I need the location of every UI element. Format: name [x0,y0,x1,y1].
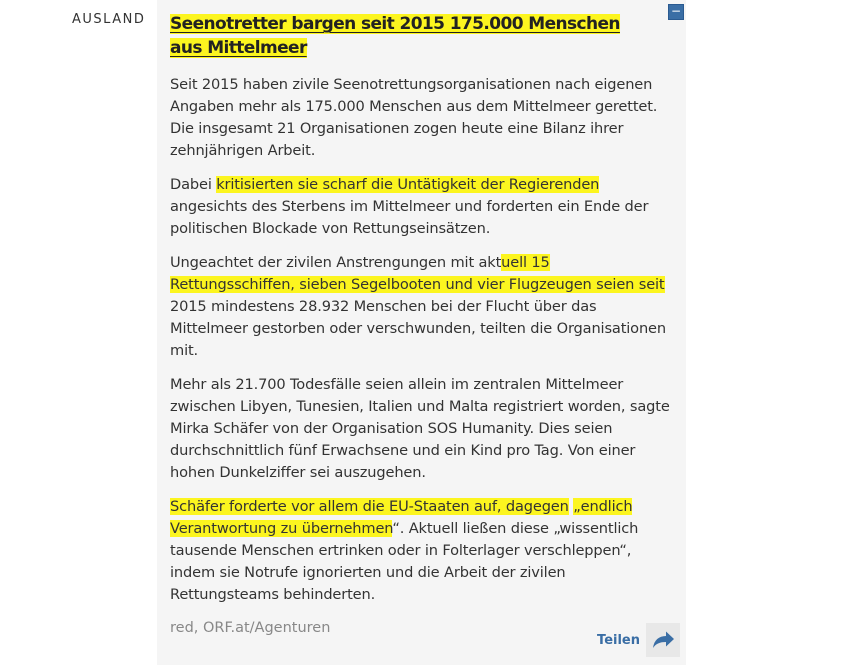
paragraph-4: Mehr als 21.700 Todesfälle seien allein im zentralen Mittelmeer zwischen Libyen, Tunesien, Italien und Malta registriert worden, sagte Mirka Schäfer von der Organisation SOS Humanity. Dies seien durchschnittlich fünf Erwachsene und ein Kind pro Tag. Von einer hohen Dunkelziffer sei auszugehen. [170,376,670,481]
share-button[interactable] [597,623,680,657]
source-credit: red, ORF.at/Agenturen [170,620,331,636]
paragraph-2 [170,174,675,240]
highlight-quote: „endlich Verantwortung zu übernehmen [170,498,633,537]
paragraph-3-start: Ungeachtet der zivilen Anstrengungen mit akt [170,254,502,271]
share-arrow-icon[interactable] [646,623,680,657]
highlight-criticism: kritisierten sie scharf die Untätigkeit der Regierenden [216,176,600,193]
paragraph-3-end: 2015 mindestens 28.932 Menschen bei der Flucht über das Mittelmeer gestorben oder verschwunden, teilten die Organisationen mit. [170,298,666,359]
paragraph-5-end: “. Aktuell ließen diese „wissentlich tausende Menschen ertrinken oder in Folterlager verschleppen“, indem sie Notrufe ignorierten und die Arbeit der zivilen Rettungsteams behinderten. [170,520,639,603]
paragraph-2-start: Dabei [170,176,217,193]
article-card [157,0,686,665]
highlight-demand: Schäfer forderte vor allem die EU-Staaten auf, dagegen [170,498,569,515]
article-body [170,74,675,618]
highlight-fleet: uell 15 Rettungsschiffen, sieben Segelbooten und vier Flugzeugen seien seit [170,254,665,293]
section-label: AUSLAND [72,12,146,27]
article-title[interactable] [170,12,650,60]
share-label[interactable]: Teilen [597,632,640,648]
collapse-button[interactable]: − [668,4,684,20]
paragraph-2-end: angesichts des Sterbens im Mittelmeer und forderten ein Ende der politischen Blockade von Rettungseinsätzen. [170,198,649,237]
article-title-text[interactable]: Seenotretter bargen seit 2015 175.000 Menschen aus Mittelmeer [170,14,620,58]
paragraph-5 [170,496,675,606]
paragraph-3 [170,252,675,362]
paragraph-1: Seit 2015 haben zivile Seenotrettungsorganisationen nach eigenen Angaben mehr als 175.000 Menschen aus dem Mittelmeer gerettet. Die insgesamt 21 Organisationen zogen heute eine Bilanz ihrer zehnjährigen Arbeit. [170,76,658,159]
